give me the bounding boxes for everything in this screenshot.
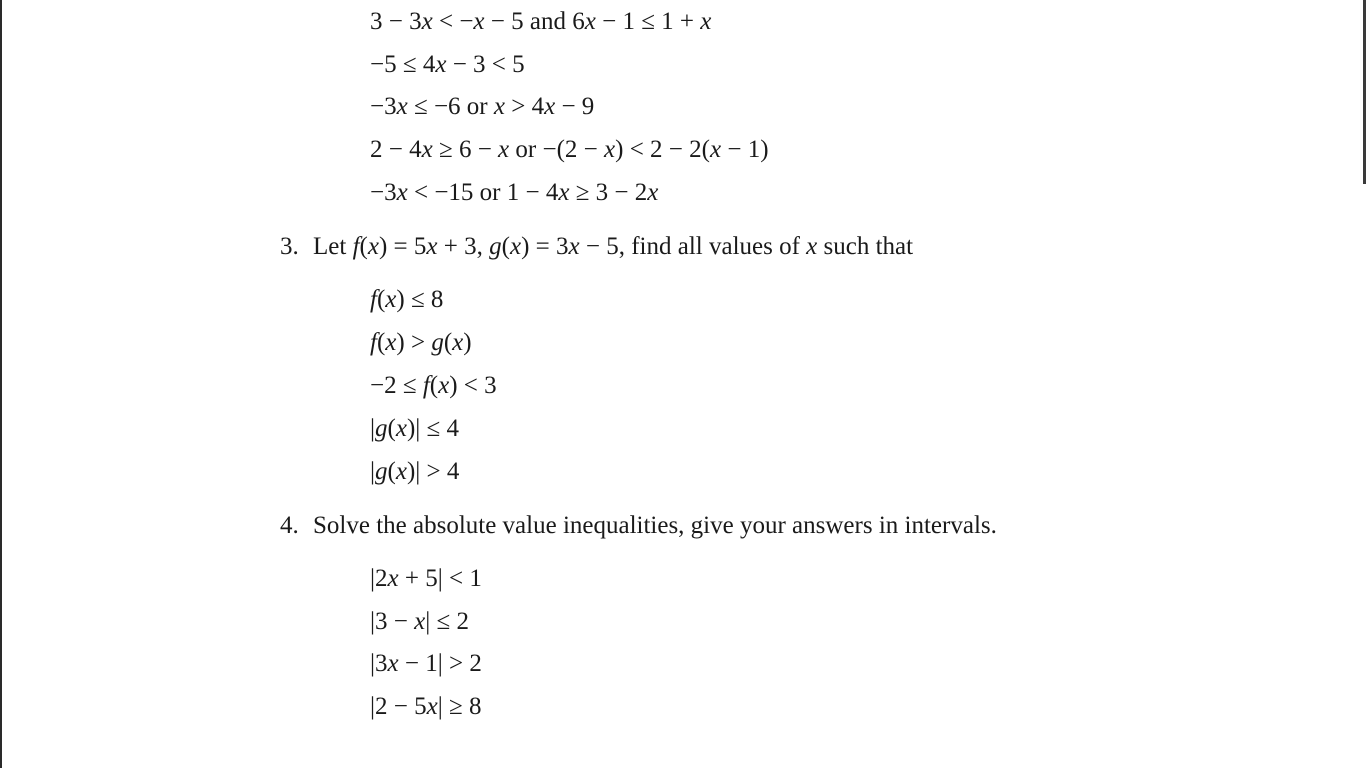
question-number: 3. <box>280 233 299 260</box>
item-expression: |3x − 1| > 2 <box>370 650 482 677</box>
item-expression: |g(x)| > 4 <box>370 458 460 485</box>
question-text: Let f(x) = 5x + 3, g(x) = 3x − 5, find all values of x such that <box>313 233 914 260</box>
item-expression: 2 − 4x ≥ 6 − x or −(2 − x) < 2 − 2(x − 1) <box>370 136 769 163</box>
item-expression: |g(x)| ≤ 4 <box>370 415 460 442</box>
question-number: 4. <box>280 512 299 539</box>
item-expression: 3 − 3x < −x − 5 and 6x − 1 ≤ 1 + x <box>370 8 712 35</box>
item-expression: −3x < −15 or 1 − 4x ≥ 3 − 2x <box>370 179 659 206</box>
item-expression: |2x + 5| < 1 <box>370 565 482 592</box>
item-expression: −3x ≤ −6 or x > 4x − 9 <box>370 93 595 120</box>
page-left-edge <box>0 0 2 768</box>
item-expression: f(x) > g(x) <box>370 329 472 356</box>
item-expression: |3 − x| ≤ 2 <box>370 608 469 635</box>
question-text: Solve the absolute value inequalities, give your answers in intervals. <box>313 512 997 539</box>
item-expression: −5 ≤ 4x − 3 < 5 <box>370 51 525 78</box>
item-expression: −2 ≤ f(x) < 3 <box>370 372 497 399</box>
item-expression: f(x) ≤ 8 <box>370 286 444 313</box>
item-expression: |2 − 5x| ≥ 8 <box>370 693 482 720</box>
